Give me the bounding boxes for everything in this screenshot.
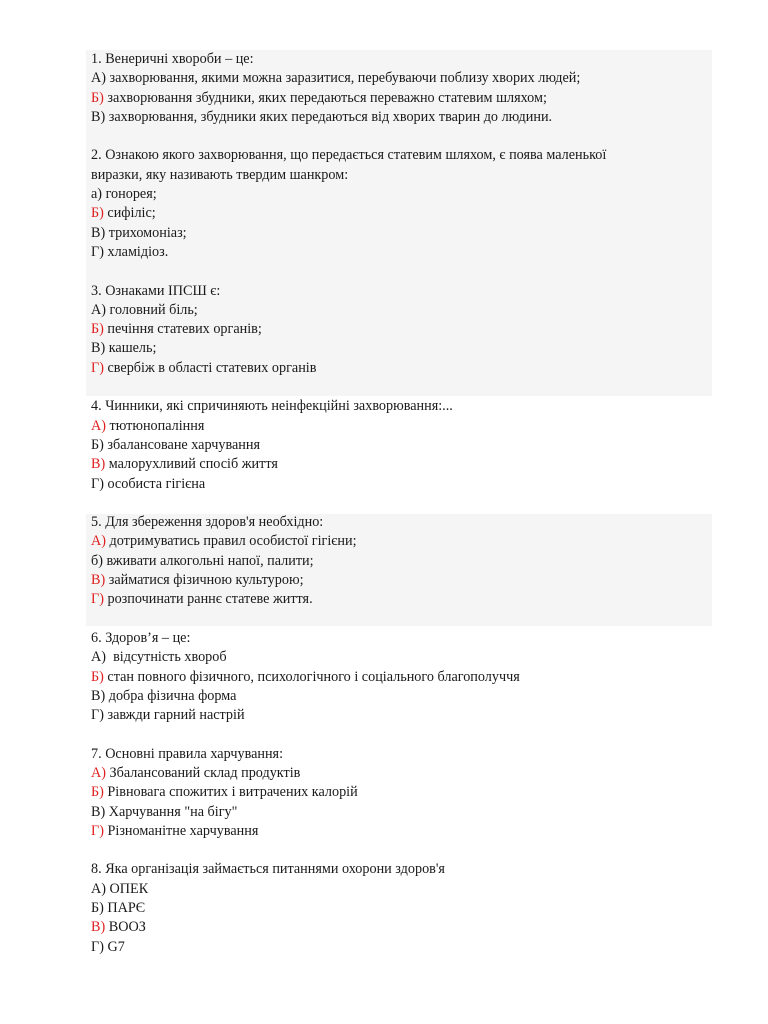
answer-option — [91, 590, 711, 609]
answer-text: вживати алкогольні напої, палити; — [102, 552, 314, 569]
question-1 — [91, 50, 711, 127]
answer-text: печіння статевих органів; — [103, 321, 262, 338]
answer-label: А) — [91, 649, 106, 666]
correct-answer-label: Б) — [91, 89, 104, 106]
answer-text: головний біль; — [105, 301, 198, 318]
question-text: 7. Основні правила харчування: — [91, 745, 284, 762]
answer-label: В) — [91, 340, 106, 357]
question-7 — [91, 745, 711, 841]
answer-option — [91, 185, 711, 204]
answer-text: відсутність хвороб — [105, 649, 227, 666]
correct-answer-label: Г) — [91, 822, 104, 839]
answer-option — [91, 803, 711, 822]
answer-option — [91, 918, 711, 937]
answer-text: свербіж в області статевих органів — [103, 359, 317, 376]
question-text: 4. Чинники, які спричиняють неінфекційні захворювання:... — [91, 398, 453, 415]
answer-text: захворювання збудники, яких передаються переважно статевим шляхом; — [103, 89, 547, 106]
answer-option — [91, 822, 711, 841]
answer-text: кашель; — [105, 340, 157, 357]
question-text: 5. Для збереження здоров'я необхідно: — [91, 514, 324, 531]
answer-text: Харчування "на бігу" — [105, 803, 238, 820]
answer-option — [91, 552, 711, 571]
answer-option — [91, 475, 711, 494]
answer-option — [91, 687, 711, 706]
correct-answer-label: В) — [91, 572, 106, 589]
answer-option — [91, 532, 711, 551]
answer-label: А) — [91, 880, 106, 897]
question-text: 8. Яка організація займається питаннями охорони здоров'я — [91, 861, 445, 878]
question-text: 3. Ознаками ІПСШ є: — [91, 282, 221, 299]
answer-option — [91, 417, 711, 436]
correct-answer-label: Б) — [91, 784, 104, 801]
answer-text: займатися фізичною культурою; — [105, 572, 304, 589]
question-text: 1. Венеричні хвороби – це: — [91, 51, 254, 67]
answer-text: сифіліс; — [103, 205, 156, 222]
answer-option — [91, 783, 711, 802]
answer-label: Г) — [91, 243, 104, 260]
answer-text: ПАРЄ — [103, 900, 146, 917]
correct-answer-label: Б) — [91, 321, 104, 338]
correct-answer-label: Б) — [91, 205, 104, 222]
correct-answer-label: В) — [91, 456, 106, 473]
answer-option — [91, 455, 711, 474]
answer-label: а) — [91, 186, 103, 203]
answer-option — [91, 108, 711, 127]
answer-option — [91, 69, 711, 88]
answer-label: Б) — [91, 900, 104, 917]
question-5 — [91, 513, 711, 609]
answer-option — [91, 571, 711, 590]
answer-option — [91, 359, 711, 378]
question-3 — [91, 282, 711, 378]
answer-label: В) — [91, 687, 106, 704]
answer-option — [91, 668, 711, 687]
correct-answer-label: Б) — [91, 668, 104, 685]
answer-label: В) — [91, 108, 106, 125]
answer-text: розпочинати раннє статеве життя. — [103, 591, 313, 608]
answer-option — [91, 243, 711, 262]
answer-text: ОПЕК — [105, 880, 149, 897]
answer-text: малорухливий спосіб життя — [105, 456, 278, 473]
correct-answer-label: А) — [91, 764, 106, 781]
answer-option — [91, 706, 711, 725]
correct-answer-label: В) — [91, 919, 106, 936]
answer-text: Різноманітне харчування — [103, 822, 259, 839]
answer-text: дотримуватись правил особистої гігієни; — [105, 533, 357, 550]
answer-option — [91, 320, 711, 339]
correct-answer-label: А) — [91, 533, 106, 550]
answer-text: хламідіоз. — [103, 243, 169, 260]
answer-option — [91, 89, 711, 108]
answer-option — [91, 899, 711, 918]
answer-text: тютюнопаління — [105, 417, 205, 434]
answer-option — [91, 204, 711, 223]
answer-option — [91, 648, 711, 667]
answer-label: В) — [91, 224, 106, 241]
correct-answer-label: А) — [91, 417, 106, 434]
answer-text: G7 — [103, 938, 125, 955]
answer-option — [91, 880, 711, 899]
answer-text: збалансоване харчування — [103, 436, 260, 453]
correct-answer-label: Г) — [91, 359, 104, 376]
answer-text: особиста гігієна — [103, 475, 206, 492]
answer-label: В) — [91, 803, 106, 820]
question-2 — [91, 146, 711, 262]
answer-text: захворювання, збудники яких передаються від хворих тварин до людини. — [105, 108, 553, 125]
answer-text: завжди гарний настрій — [103, 707, 245, 724]
question-8 — [91, 860, 711, 956]
answer-label: А) — [91, 301, 106, 318]
answer-text: стан повного фізичного, психологічного і соціального благополуччя — [103, 668, 520, 685]
answer-text: захворювання, якими можна заразитися, перебуваючи поблизу хворих людей; — [105, 70, 581, 87]
answer-label: Г) — [91, 938, 104, 955]
answer-text: Збалансований склад продуктів — [105, 764, 301, 781]
question-text: 2. Ознакою якого захворювання, що передається статевим шляхом, є поява маленької — [91, 147, 607, 164]
answer-label: Б) — [91, 436, 104, 453]
answer-label: Г) — [91, 475, 104, 492]
answer-option — [91, 938, 711, 957]
question-text: 6. Здоров’я – це: — [91, 629, 191, 646]
answer-text: гонорея; — [102, 186, 157, 203]
answer-label: А) — [91, 70, 106, 87]
answer-text: трихомоніаз; — [105, 224, 187, 241]
answer-option — [91, 224, 711, 243]
answer-option — [91, 301, 711, 320]
answer-label: Г) — [91, 707, 104, 724]
answer-text: Рівновага спожитих і витрачених калорій — [103, 784, 358, 801]
question-4 — [91, 397, 711, 493]
answer-option — [91, 764, 711, 783]
answer-text: добра фізична форма — [105, 687, 237, 704]
correct-answer-label: Г) — [91, 591, 104, 608]
question-text: виразки, яку називають твердим шанкром: — [91, 166, 349, 183]
answer-option — [91, 436, 711, 455]
question-6 — [91, 629, 711, 725]
answer-option — [91, 339, 711, 358]
answer-text: ВООЗ — [105, 919, 146, 936]
answer-label: б) — [91, 552, 103, 569]
quiz-document — [91, 50, 711, 976]
